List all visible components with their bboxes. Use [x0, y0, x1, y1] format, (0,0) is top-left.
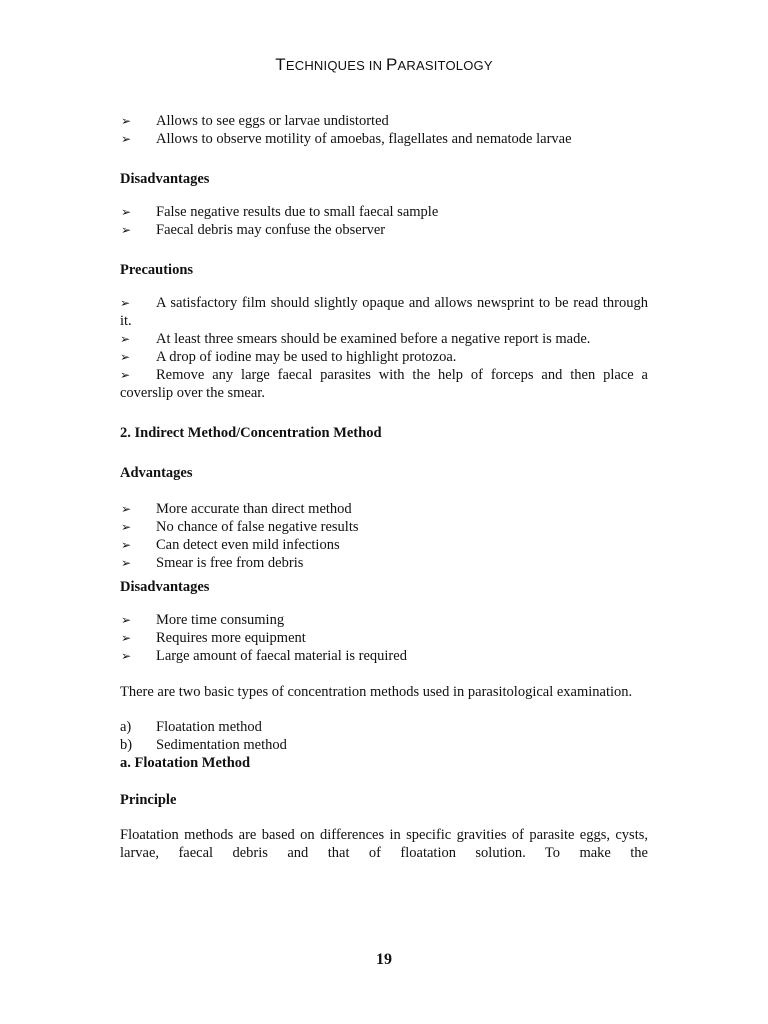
arrow-bullet-icon: ➢ [120, 350, 131, 364]
arrow-bullet-icon: ➢ [121, 205, 132, 219]
header-cap-2: P [386, 55, 398, 74]
list-item: a) Floatation method [120, 719, 262, 735]
list-item: ➢ More accurate than direct method [121, 501, 352, 517]
running-header [0, 55, 768, 75]
methods-list [120, 718, 648, 754]
list-item: ➢ Large amount of faecal material is required [121, 648, 407, 664]
precautions-heading: Precautions [120, 262, 194, 278]
disadvantages-list-2 [120, 611, 648, 665]
list-item: ➢ A satisfactory film should slightly opaque and allows newsprint to be read through it. [120, 295, 648, 329]
arrow-bullet-icon: ➢ [120, 368, 131, 382]
arrow-bullet-icon: ➢ [121, 631, 132, 645]
precautions-list [120, 294, 648, 402]
list-item: ➢ Requires more equipment [121, 630, 306, 646]
header-rest-2: ARASITOLOGY [397, 58, 493, 73]
list-item: ➢ More time consuming [121, 612, 285, 628]
list-item: ➢ Allows to observe motility of amoebas, flagellates and nematode larvae [121, 131, 572, 147]
arrow-bullet-icon: ➢ [121, 649, 132, 663]
page-number: 19 [376, 951, 392, 968]
disadvantages-list [120, 203, 648, 239]
arrow-bullet-icon: ➢ [121, 520, 132, 534]
principle-paragraph: Floatation methods are based on differences in specific gravities of parasite eggs, cysts, larvae, faecal debris and that of floatation solution. To make the [120, 827, 648, 861]
disadvantages-heading: Disadvantages [120, 171, 210, 187]
list-item: ➢ Remove any large faecal parasites with the help of forceps and then place a coverslip over the smear. [120, 367, 648, 401]
arrow-bullet-icon: ➢ [121, 502, 132, 516]
arrow-bullet-icon: ➢ [121, 556, 132, 570]
floatation-heading: a. Floatation Method [120, 755, 251, 771]
list-item: ➢ No chance of false negative results [121, 519, 359, 535]
intro-bullet-list [120, 112, 648, 148]
section-heading: 2. Indirect Method/Concentration Method [120, 425, 382, 441]
list-item: ➢ At least three smears should be examined before a negative report is made. [120, 331, 591, 347]
arrow-bullet-icon: ➢ [121, 538, 132, 552]
list-item: ➢ Faecal debris may confuse the observer [121, 222, 386, 238]
advantages-heading: Advantages [120, 465, 193, 481]
page-content [120, 112, 648, 862]
arrow-bullet-icon: ➢ [121, 114, 132, 128]
arrow-bullet-icon: ➢ [121, 132, 132, 146]
arrow-bullet-icon: ➢ [121, 223, 132, 237]
header-cap-1: T [275, 55, 286, 74]
list-item: ➢ False negative results due to small faecal sample [121, 204, 439, 220]
concentration-intro-paragraph: There are two basic types of concentration methods used in parasitological examination. [120, 684, 633, 700]
arrow-bullet-icon: ➢ [121, 613, 132, 627]
list-item: ➢ Allows to see eggs or larvae undistorted [121, 113, 389, 129]
advantages-list [120, 500, 648, 572]
arrow-bullet-icon: ➢ [120, 332, 131, 346]
list-item: ➢ Can detect even mild infections [121, 537, 340, 553]
principle-heading: Principle [120, 792, 177, 808]
arrow-bullet-icon: ➢ [120, 296, 131, 310]
disadvantages-heading-2: Disadvantages [120, 579, 210, 595]
list-item: b) Sedimentation method [120, 737, 287, 753]
list-item: ➢ A drop of iodine may be used to highlight protozoa. [120, 349, 457, 365]
list-item: ➢ Smear is free from debris [121, 555, 304, 571]
header-rest-1: ECHNIQUES IN [285, 58, 383, 73]
